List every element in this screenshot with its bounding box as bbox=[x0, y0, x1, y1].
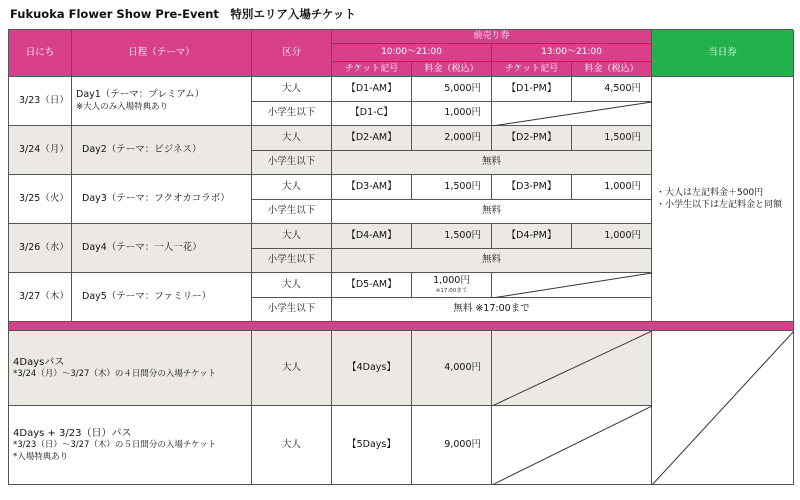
pm-code-adult bbox=[492, 175, 572, 200]
same-day-note-adult: ・大人は左記料金＋500円 bbox=[656, 187, 764, 198]
am-code-adult bbox=[332, 126, 412, 151]
day-schedule bbox=[72, 77, 252, 126]
pm-empty-adult bbox=[492, 273, 652, 298]
section-divider bbox=[9, 322, 794, 331]
header-time-am-text: 10:00～21:00 bbox=[381, 47, 442, 58]
day-date bbox=[9, 224, 72, 273]
am-code-adult bbox=[332, 224, 412, 249]
pass-name: 4Daysパス bbox=[13, 356, 65, 368]
am-price-value: 1,000円 bbox=[433, 274, 470, 286]
pass-price bbox=[412, 406, 492, 485]
child-free bbox=[332, 200, 652, 224]
pass-category-text: 大人 bbox=[281, 361, 301, 373]
day-schedule bbox=[72, 224, 252, 273]
pm-price-adult bbox=[572, 175, 652, 200]
am-code-child-text: 【D1-C】 bbox=[350, 107, 393, 119]
pass-category bbox=[252, 331, 332, 406]
am-price-adult bbox=[412, 175, 492, 200]
am-price-child-text: 1,000円 bbox=[444, 107, 481, 119]
category-child bbox=[252, 151, 332, 175]
pass-desc: *3/23（日）～3/27（木）の５日間分の入場チケット bbox=[13, 440, 217, 451]
pm-code-adult-text: 【D2-PM】 bbox=[506, 131, 557, 143]
am-code-adult-text: 【D2-AM】 bbox=[346, 131, 397, 143]
day-date-text: 3/27（木） bbox=[19, 290, 69, 302]
child-free-text: 無料 bbox=[481, 254, 501, 266]
pass-desc2: *入場特典あり bbox=[13, 451, 69, 462]
category-adult-text: 大人 bbox=[281, 82, 301, 94]
category-adult-text: 大人 bbox=[281, 131, 301, 143]
header-time-am bbox=[332, 44, 492, 62]
header-price-am-text: 料金（税込） bbox=[424, 63, 479, 74]
am-price-adult bbox=[412, 273, 492, 298]
header-schedule-text: 日程（テーマ） bbox=[128, 46, 195, 58]
am-price-adult bbox=[412, 77, 492, 102]
day-date bbox=[9, 126, 72, 175]
pass-name: 4Days + 3/23（日）パス bbox=[13, 427, 132, 439]
pass-price-text: 9,000円 bbox=[444, 438, 481, 450]
day-schedule bbox=[72, 126, 252, 175]
category-child-text: 小学生以下 bbox=[267, 303, 316, 315]
header-advance-text: 前売り券 bbox=[473, 31, 510, 42]
pass-code bbox=[332, 406, 412, 485]
header-code-pm bbox=[492, 62, 572, 77]
same-day-notes bbox=[652, 77, 794, 322]
category-child-text: 小学生以下 bbox=[267, 156, 316, 168]
pass-category bbox=[252, 406, 332, 485]
child-free bbox=[332, 249, 652, 273]
pm-empty-child bbox=[492, 102, 652, 126]
am-price-adult-text: 5,000円 bbox=[444, 82, 481, 94]
header-schedule bbox=[72, 30, 252, 77]
day-date bbox=[9, 77, 72, 126]
day-subnote: ※大人のみ入場特典あり bbox=[76, 101, 169, 112]
pass-same-day-empty bbox=[652, 331, 794, 485]
pm-price-adult bbox=[572, 77, 652, 102]
am-price-adult-text: 1,500円 bbox=[444, 180, 481, 192]
child-free bbox=[332, 298, 652, 322]
day-title: Day1（テーマ：プレミアム） bbox=[76, 88, 205, 100]
child-free-text: 無料 bbox=[481, 205, 501, 217]
pm-code-adult bbox=[492, 224, 572, 249]
pm-code-adult-text: 【D1-PM】 bbox=[506, 82, 557, 94]
pass-info bbox=[9, 331, 252, 406]
pass-desc: *3/24（月）～3/27（木）の４日間分の入場チケット bbox=[13, 369, 217, 380]
pass-price-text: 4,000円 bbox=[444, 361, 481, 373]
day-date-text: 3/26（水） bbox=[19, 241, 69, 253]
pass-info bbox=[9, 406, 252, 485]
header-same-day-text: 当日券 bbox=[708, 46, 737, 58]
category-adult-text: 大人 bbox=[281, 229, 301, 241]
ticket-table bbox=[8, 29, 793, 485]
day-schedule-text: Day2（テーマ：ビジネス） bbox=[82, 143, 202, 155]
pm-price-adult bbox=[572, 126, 652, 151]
category-child bbox=[252, 102, 332, 126]
day-schedule-text: Day3（テーマ：フクオカコラボ） bbox=[82, 192, 230, 204]
header-category bbox=[252, 30, 332, 77]
page-title: Fukuoka Flower Show Pre-Event 特別エリア入場チケット bbox=[10, 7, 356, 21]
category-adult-text: 大人 bbox=[281, 278, 301, 290]
day-date bbox=[9, 273, 72, 322]
am-price-adult-text: 2,000円 bbox=[444, 131, 481, 143]
category-child-text: 小学生以下 bbox=[267, 205, 316, 217]
am-price-adult bbox=[412, 126, 492, 151]
category-child bbox=[252, 200, 332, 224]
category-child bbox=[252, 298, 332, 322]
am-code-adult bbox=[332, 77, 412, 102]
header-advance bbox=[332, 30, 652, 44]
day-date-text: 3/24（月） bbox=[19, 143, 69, 155]
pm-code-adult bbox=[492, 77, 572, 102]
pm-code-adult bbox=[492, 126, 572, 151]
header-code-pm-text: チケット記号 bbox=[504, 63, 559, 74]
day-date-text: 3/23（日） bbox=[19, 94, 69, 106]
am-code-adult-text: 【D3-AM】 bbox=[346, 180, 397, 192]
pass-pm-empty bbox=[492, 331, 652, 406]
am-code-adult bbox=[332, 273, 412, 298]
header-code-am-text: チケット記号 bbox=[344, 63, 399, 74]
pm-price-adult-text: 1,000円 bbox=[604, 180, 641, 192]
header-same-day bbox=[652, 30, 794, 77]
pass-code-text: 【5Days】 bbox=[347, 438, 396, 450]
am-code-adult bbox=[332, 175, 412, 200]
day-date-text: 3/25（火） bbox=[19, 192, 69, 204]
category-adult bbox=[252, 273, 332, 298]
pm-price-adult-text: 1,000円 bbox=[604, 229, 641, 241]
am-code-adult-text: 【D4-AM】 bbox=[346, 229, 397, 241]
child-free bbox=[332, 151, 652, 175]
pass-pm-empty bbox=[492, 406, 652, 485]
pm-price-adult-text: 1,500円 bbox=[604, 131, 641, 143]
category-adult bbox=[252, 175, 332, 200]
am-price-note: ※17:00まで bbox=[435, 287, 468, 294]
pass-category-text: 大人 bbox=[281, 438, 301, 450]
am-code-adult-text: 【D1-AM】 bbox=[346, 82, 397, 94]
category-child-text: 小学生以下 bbox=[267, 254, 316, 266]
header-price-pm-text: 料金（税込） bbox=[584, 63, 639, 74]
pm-price-adult bbox=[572, 224, 652, 249]
category-adult-text: 大人 bbox=[281, 180, 301, 192]
header-time-pm bbox=[492, 44, 652, 62]
header-code-am bbox=[332, 62, 412, 77]
category-adult bbox=[252, 77, 332, 102]
header-date-text: 日にち bbox=[25, 46, 55, 58]
category-child-text: 小学生以下 bbox=[267, 107, 316, 119]
same-day-note-child: ・小学生以下は左記料金と同額 bbox=[656, 200, 783, 210]
child-free-text: 無料 ※17:00まで bbox=[453, 303, 530, 315]
am-code-child bbox=[332, 102, 412, 126]
child-free-text: 無料 bbox=[481, 156, 501, 168]
header-category-text: 区分 bbox=[281, 46, 301, 58]
day-schedule-text: Day5（テーマ：ファミリー） bbox=[82, 290, 212, 302]
header-date bbox=[9, 30, 72, 77]
day-schedule bbox=[72, 273, 252, 322]
day-date bbox=[9, 175, 72, 224]
day-schedule bbox=[72, 175, 252, 224]
pass-price bbox=[412, 331, 492, 406]
header-price-am bbox=[412, 62, 492, 77]
am-price-adult-text: 1,500円 bbox=[444, 229, 481, 241]
category-adult bbox=[252, 126, 332, 151]
category-adult bbox=[252, 224, 332, 249]
pm-price-adult-text: 4,500円 bbox=[604, 82, 641, 94]
pass-code-text: 【4Days】 bbox=[347, 361, 396, 373]
header-time-pm-text: 13:00～21:00 bbox=[541, 47, 602, 58]
pm-code-adult-text: 【D4-PM】 bbox=[506, 229, 557, 241]
header-price-pm bbox=[572, 62, 652, 77]
day-schedule-text: Day4（テーマ：一人一花） bbox=[82, 241, 202, 253]
pm-code-adult-text: 【D3-PM】 bbox=[506, 180, 557, 192]
am-price-adult bbox=[412, 224, 492, 249]
category-child bbox=[252, 249, 332, 273]
pass-code bbox=[332, 331, 412, 406]
am-price-child bbox=[412, 102, 492, 126]
am-code-adult-text: 【D5-AM】 bbox=[346, 278, 397, 290]
